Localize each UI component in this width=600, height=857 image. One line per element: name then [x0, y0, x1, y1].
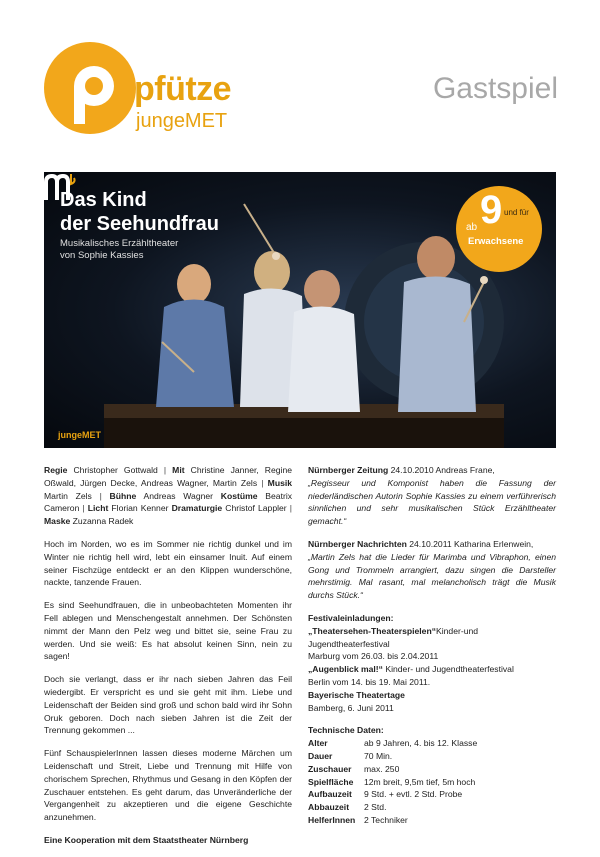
- festival-dates: Bamberg, 6. Juni 2011: [308, 702, 394, 713]
- production-subtitle: Musikalisches Erzähltheater von Sophie Kassies: [60, 238, 179, 261]
- section-title: Gastspiel: [432, 72, 558, 105]
- festival-item: Bayerische Theatertage: [308, 689, 405, 700]
- story-paragraph: Hoch im Norden, wo es im Sommer nie richtig dunkel und im Winter nie richtig hell wird, lebt ein einsamer Inuit. Auf einem seiner Fischzüge entdeckt er an den Klippen wunderschöne, nackte, tanzende Frauen.: [44, 538, 292, 588]
- story-paragraph: Es sind Seehundfrauen, die in unbeobachteten Momenten ihr Fell ablegen und Menschengestalt annehmen. Der Schönsten nimmt der Mann den Pelz weg und bittet sie, seine Frau zu werden. Und sie weiß: Es hat absolut keinen Sinn, nein zu sagen!: [44, 600, 292, 662]
- cooperation-note: Eine Kooperation mit dem Staatstheater Nürnberg: [44, 834, 249, 845]
- festival-item: „Theatersehen-Theaterspielen“Kinder-und Jugendtheaterfestival: [308, 625, 479, 649]
- brand-subname: jungeMET: [136, 110, 228, 132]
- age-erwachsene-label: Erwachsene: [468, 236, 524, 247]
- technical-data: Technische Daten: Alter ab 9 Jahren, 4. bis 12. Klasse Dauer 70 Min. Zuschauer max. 250 Spielfläche 12m breit, 9,5m tief, 5m hoch Aufbauzeit 9 Std. + evtl. 2 Std. Probe Abbauzeit 2 Std. HelferInnen 2 Techniker: [308, 724, 556, 826]
- press-source: Nürnberger Nachrichten 24.10.2011 Katharina Erlenwein,: [308, 538, 534, 549]
- production-title: Das Kind der Seehundfrau: [60, 189, 219, 235]
- production-photo: [44, 172, 556, 448]
- left-column: [44, 464, 292, 857]
- story-paragraph: Fünf SchauspielerInnen lassen dieses moderne Märchen um Leidenschaft und Streit, Liebe und Trennung mit Hilfe von chorischem Sprechen, Rhythmus und Gesang in den Köpfen der Zuschauer entstehen. Es geht darum, das Unveränderliche der Vergangenheit zu akzeptieren und die eigene Geschichte anzunehmen.: [44, 748, 292, 823]
- tech-row: Zuschauer max. 250: [308, 763, 400, 774]
- festival-dates: Marburg vom 26.03. bis 2.04.2011: [308, 651, 439, 662]
- festival-item: „Augenblick mal!“ Kinder- und Jugendtheaterfestival: [308, 664, 514, 675]
- press-quote: „Regisseur und Komponist haben die Fassung der niederländischen Autorin Sophie Kassies zu einem verführerisch sinnlichen und sehr musikalischen Stück Erzähltheater gemacht.“: [308, 477, 556, 527]
- tech-row: Alter ab 9 Jahren, 4. bis 12. Klasse: [308, 738, 478, 749]
- tech-row: Aufbauzeit 9 Std. + evtl. 2 Std. Probe: [308, 789, 463, 800]
- brand-logo: [42, 40, 272, 140]
- age-und-label: und für: [504, 208, 529, 217]
- age-number: 9: [480, 188, 503, 232]
- junge-met-logo-label: jungeMET: [58, 430, 101, 440]
- junge-met-logo-icon: [44, 172, 78, 202]
- story-paragraph: Doch sie verlangt, dass er ihr nach sieben Jahren das Feil wiedergibt. Er verspricht es und sie geht mit ihm. Liebe und Leidenschaft der Beiden sind groß und schon bald wird ihr Sohn Oruk geboren. Doch nach sieben Jahren ist die Zeit der Trennung gekommen ...: [44, 674, 292, 736]
- press-quote: „Martin Zels hat die Lieder für Marimba und Vibraphon, einen Gong und Trommeln arrangiert, dazu singen die Darsteller mehrstimig. Mal rasant, mal melancholisch trägt die Musik durchs Stück.“: [308, 551, 556, 601]
- tech-row: Abbauzeit 2 Std.: [308, 802, 387, 813]
- age-prefix: ab: [466, 222, 478, 233]
- pfuetze-logo-icon: [42, 40, 138, 136]
- brand-name: pfütze: [134, 70, 232, 108]
- festival-invitations: Festivaleinladungen: „Theatersehen-Theaterspielen“Kinder-und Jugendtheaterfestival Marburg vom 26.03. bis 2.04.2011 „Augenblick mal!“ Kinder- und Jugendtheaterfestival Berlin vom 14. bis 19. Mai 2011. Bayerische Theatertage Bamberg, 6. Juni 2011: [308, 612, 556, 714]
- tech-row: Dauer 70 Min.: [308, 750, 393, 761]
- right-column: [308, 464, 556, 827]
- age-badge: [456, 186, 542, 272]
- tech-row: HelferInnen 2 Techniker: [308, 814, 408, 825]
- tech-row: Spielfläche 12m breit, 9,5m tief, 5m hoch: [308, 776, 476, 787]
- press-source: Nürnberger Zeitung 24.10.2010 Andreas Frane,: [308, 465, 495, 475]
- festival-dates: Berlin vom 14. bis 19. Mai 2011.: [308, 676, 431, 687]
- credits: Regie Christopher Gottwald | Mit Christine Janner, Regine Oßwald, Jürgen Decke, Andreas Wagner, Martin Zels | Musik Martin Zels | Bühne Andreas Wagner Kostüme Beatrix Cameron | Licht Florian Kenner Dramaturgie Christof Lappler | Maske Zuzanna Radek: [44, 465, 293, 527]
